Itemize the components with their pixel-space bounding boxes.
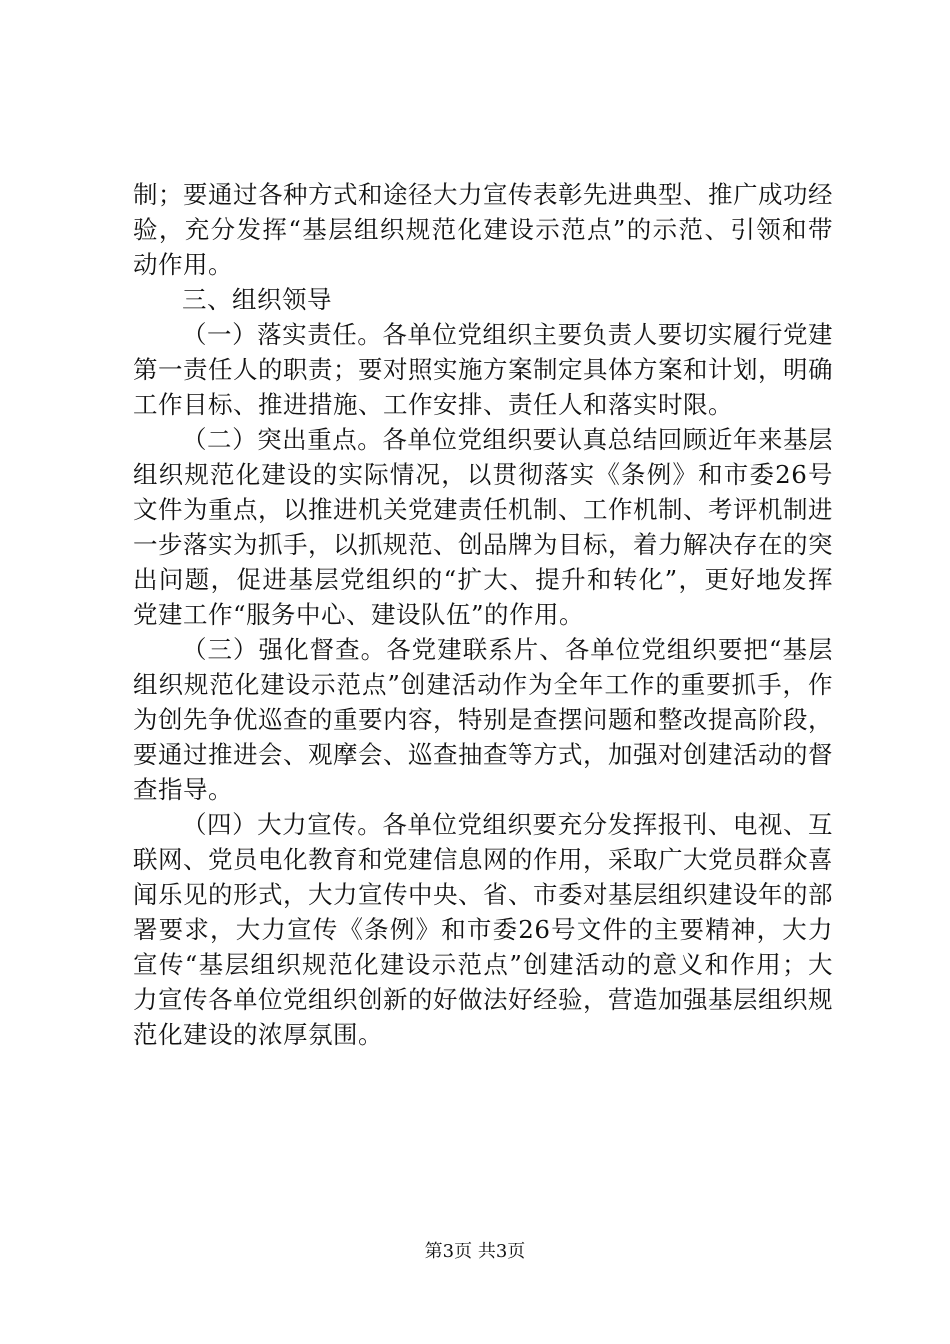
section-heading-organization-leadership: 三、组织领导 bbox=[182, 285, 332, 314]
document-body bbox=[133, 177, 833, 1052]
paragraph-implement-responsibility: （一）落实责任。各单位党组织主要负责人要切实履行党建第一责任人的职责；要对照实施方案制定具体方案和计划，明确工作目标、推进措施、工作安排、责任人和落实时限。 bbox=[133, 320, 833, 419]
paragraph-strengthen-supervision: （三）强化督查。各党建联系片、各单位党组织要把“基层组织规范化建设示范点”创建活动作为全年工作的重要抓手，作为创先争优巡查的重要内容，特别是查摆问题和整改提高阶段，要通过推进会、观摩会、巡查抽查等方式，加强对创建活动的督查指导。 bbox=[133, 635, 833, 804]
paragraph-continuation: 制；要通过各种方式和途径大力宣传表彰先进典型、推广成功经验，充分发挥“基层组织规范化建设示范点”的示范、引领和带动作用。 bbox=[133, 180, 833, 279]
page-footer: 第3页 共3页 bbox=[424, 1241, 526, 1262]
paragraph-publicity: （四）大力宣传。各单位党组织要充分发挥报刊、电视、互联网、党员电化教育和党建信息网的作用，采取广大党员群众喜闻乐见的形式，大力宣传中央、省、市委对基层组织建设年的部署要求，大力宣传《条例》和市委26号文件的主要精神，大力宣传“基层组织规范化建设示范点”创建活动的意义和作用；大力宣传各单位党组织创新的好做法好经验，营造加强基层组织规范化建设的浓厚氛围。 bbox=[133, 810, 833, 1049]
paragraph-highlight-key-points: （二）突出重点。各单位党组织要认真总结回顾近年来基层组织规范化建设的实际情况，以贯彻落实《条例》和市委26号文件为重点，以推进机关党建责任机制、工作机制、考评机制进一步落实为抓手，以抓规范、创品牌为目标，着力解决存在的突出问题，促进基层党组织的“扩大、提升和转化”，更好地发挥党建工作“服务中心、建设队伍”的作用。 bbox=[133, 425, 833, 629]
